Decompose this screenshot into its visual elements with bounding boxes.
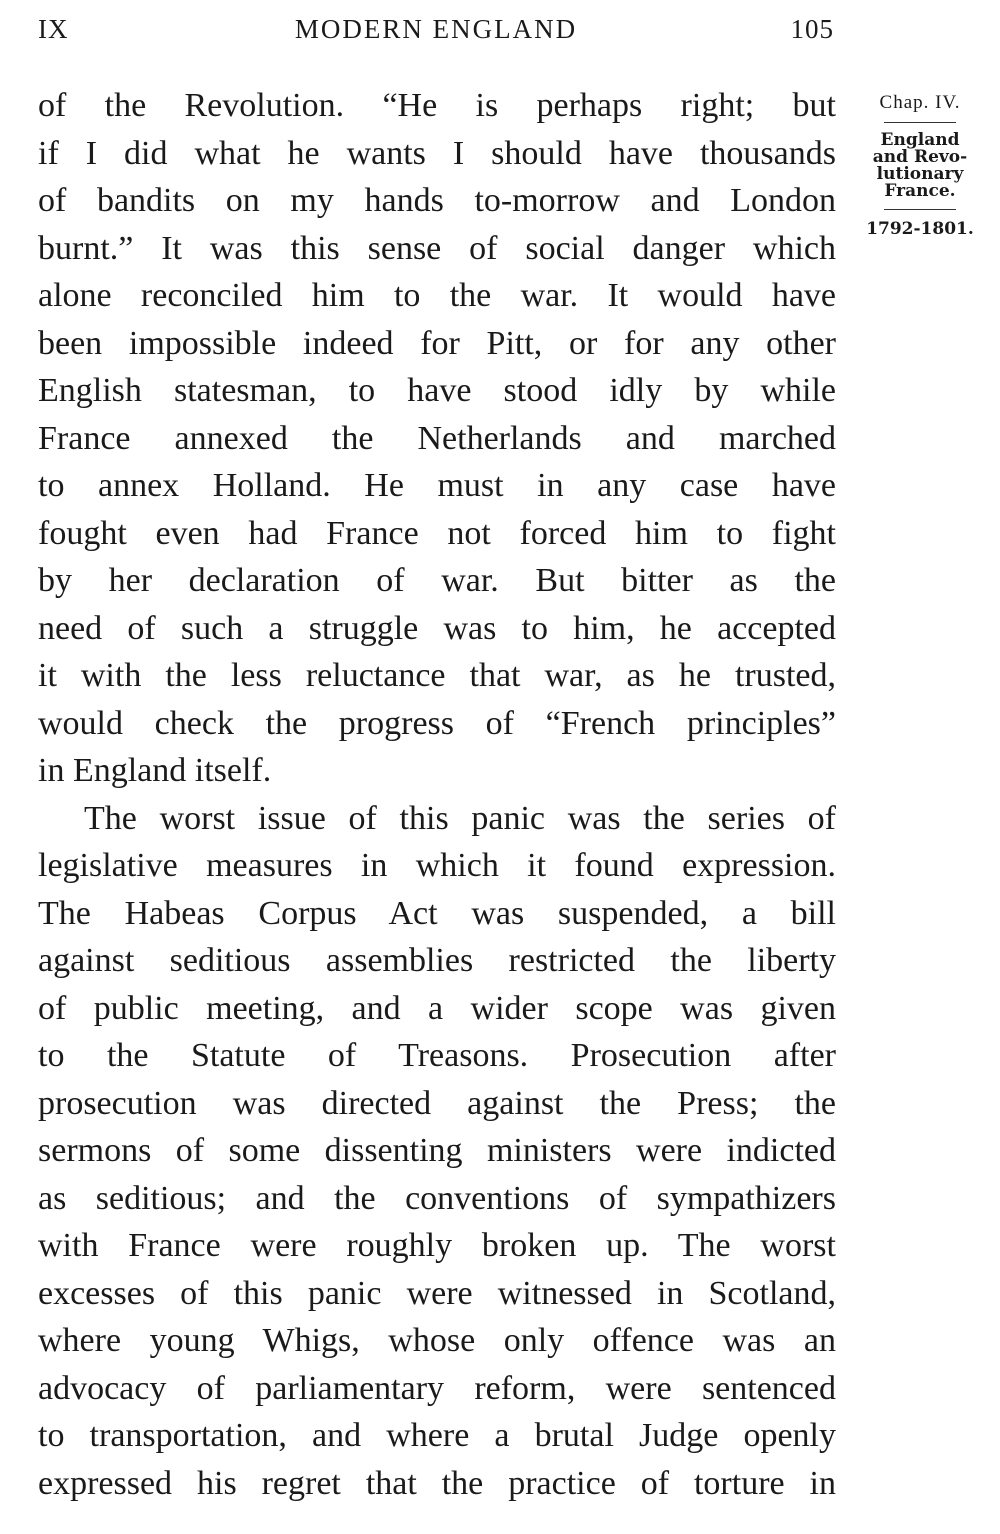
text-line: of public meeting, and a wider scope was given bbox=[38, 989, 836, 1027]
text-line: legislative measures in which it found expression. bbox=[38, 847, 836, 884]
text-line: sermons of some dissenting ministers were indicted bbox=[38, 1132, 836, 1169]
running-title: MODERN ENGLAND bbox=[294, 14, 578, 44]
divider bbox=[884, 122, 956, 123]
text-line: where young Whigs, whose only offence was an bbox=[38, 1322, 836, 1359]
text-line: France annexed the Netherlands and marched bbox=[38, 419, 836, 457]
text-line: need of such a struggle was to him, he accepted bbox=[38, 609, 836, 647]
text-line: fought even had France not forced him to fight bbox=[38, 514, 836, 552]
paragraph-start-line: The worst issue of this panic was the series of bbox=[84, 799, 836, 837]
text-line: with France were roughly broken up. The worst bbox=[38, 1227, 836, 1264]
text-line: to annex Holland. He must in any case have bbox=[38, 467, 836, 504]
text-line: burnt.” It was this sense of social danger which bbox=[38, 229, 836, 267]
date-range: 1792-1801. bbox=[866, 219, 974, 239]
divider bbox=[884, 209, 956, 210]
text-line: The Habeas Corpus Act was suspended, a bill bbox=[38, 894, 836, 932]
text-line: would check the progress of “French principles” bbox=[38, 704, 836, 742]
text-line: expressed his regret that the practice of torture in bbox=[38, 1464, 836, 1502]
text-line: of bandits on my hands to-morrow and London bbox=[38, 182, 836, 219]
topic-line: France. bbox=[884, 181, 956, 201]
text-line: by her declaration of war. But bitter as the bbox=[38, 562, 836, 599]
text-line: of the Revolution. “He is perhaps right; but bbox=[38, 87, 836, 124]
text-line: English statesman, to have stood idly by while bbox=[38, 372, 836, 409]
paragraph-end-line: in England itself. bbox=[38, 752, 272, 789]
topic-line: lutionary bbox=[876, 164, 964, 184]
text-line: as seditious; and the conventions of sympathizers bbox=[38, 1179, 836, 1217]
topic-line: and Revo- bbox=[872, 147, 968, 167]
page-number: 105 bbox=[790, 14, 834, 44]
text-line: it with the less reluctance that war, as he trusted, bbox=[38, 657, 836, 694]
text-line: against seditious assemblies restricted the liberty bbox=[38, 942, 836, 979]
section-number: IX bbox=[38, 14, 69, 44]
chapter-label: Chap. IV. bbox=[879, 92, 961, 113]
text-line: to transportation, and where a brutal Judge openly bbox=[38, 1417, 836, 1454]
text-line: alone reconciled him to the war. It would have bbox=[38, 277, 836, 314]
text-line: advocacy of parliamentary reform, were sentenced bbox=[38, 1369, 836, 1407]
text-line: to the Statute of Treasons. Prosecution after bbox=[38, 1037, 836, 1074]
running-header bbox=[38, 14, 834, 54]
text-line: if I did what he wants I should have thousands bbox=[38, 134, 836, 172]
marginal-note bbox=[852, 92, 988, 240]
text-line: prosecution was directed against the Press; the bbox=[38, 1084, 836, 1122]
body-text bbox=[38, 82, 836, 1507]
text-line: excesses of this panic were witnessed in Scotland, bbox=[38, 1274, 836, 1312]
topic-line: England bbox=[880, 130, 960, 150]
text-line: been impossible indeed for Pitt, or for any other bbox=[38, 324, 836, 362]
